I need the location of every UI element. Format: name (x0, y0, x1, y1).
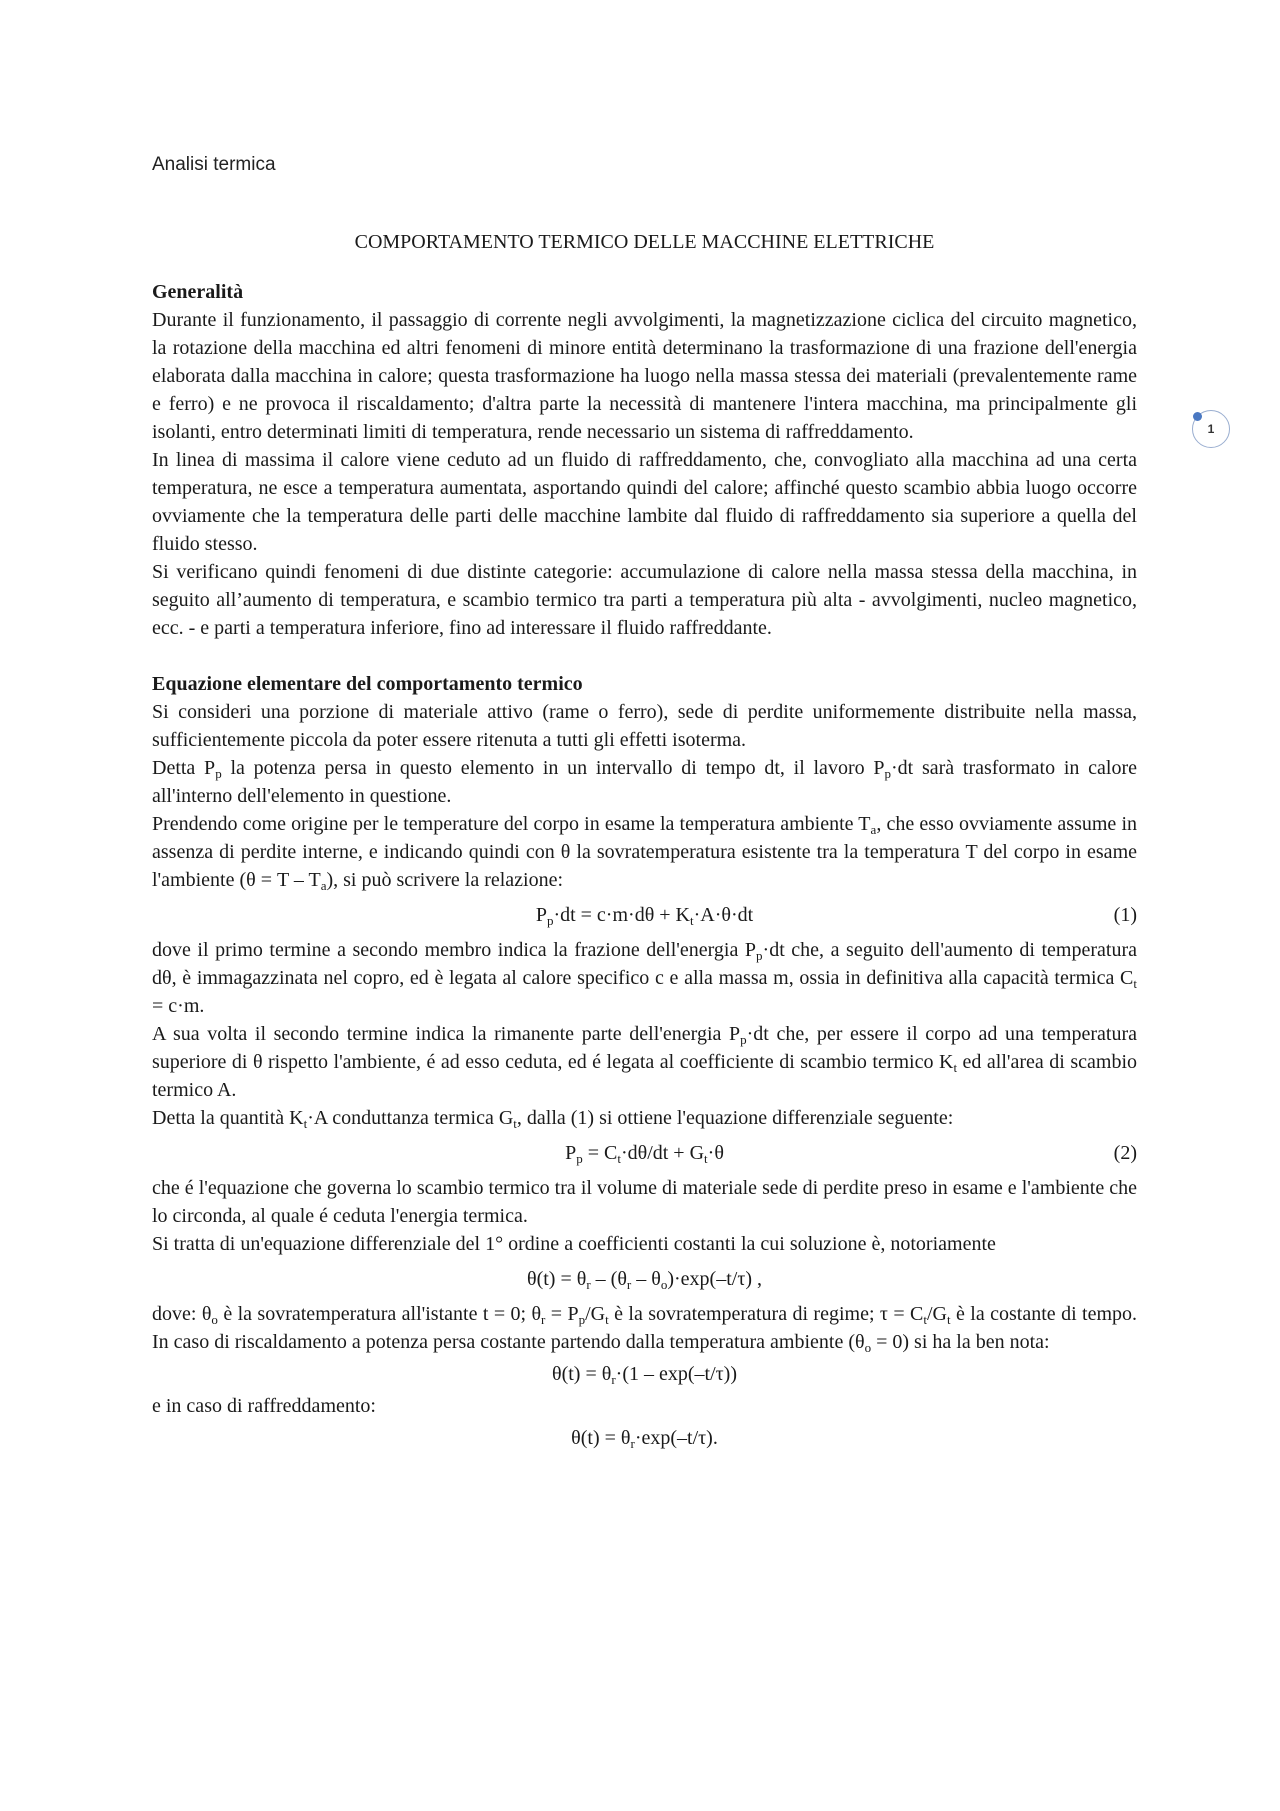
paragraph: Detta $P_p$ la potenza persa in questo elemento in un intervallo di tempo dt, il lavoro $P_p\cdot dt$ sarà trasformato in calore all'interno dell'elemento in questione. (152, 757, 1137, 807)
paragraph: A sua volta il secondo termine indica la rimanente parte dell'energia $P_p\cdot dt$ che, per essere il corpo ad una temperatura superiore di θ rispetto l'ambiente, é ad esso ceduta, ed é legata al coefficiente di scambio termico $K_t$ ed all'area di scambio termico A. (152, 1023, 1137, 1101)
equation-3: $\theta(t) = \theta_r - (\theta_r - \theta_o)\cdot\exp(-t/\tau)$ , (526, 1268, 763, 1292)
equation-4: $\theta(t) = \theta_r\cdot(1 - \exp(-t/\tau))$ (552, 1363, 737, 1387)
paragraph: Si verificano quindi fenomeni di due distinte categorie: accumulazione di calore nella massa stessa della macchina, in seguito all’aumento di temperatura, e scambio termico tra parti a temperatura più alta - avvolgimenti, nucleo magnetico, ecc. - e parti a temperatura inferiore, fino ad interessare il fluido raffreddante. (152, 561, 1137, 639)
paragraph: Si consideri una porzione di materiale attivo (rame o ferro), sede di perdite uniformemente distribuite nella massa, sufficientemente piccola da poter essere ritenuta a tutti gli effetti isoterma. (152, 701, 1137, 751)
document-title: COMPORTAMENTO TERMICO DELLE MACCHINE ELETTRICHE (354, 231, 935, 253)
badge-dot-icon (1193, 412, 1202, 421)
equation-number: (1) (1113, 904, 1137, 926)
paragraph: che é l'equazione che governa lo scambio termico tra il volume di materiale sede di perdite preso in esame e l'ambiente che lo circonda, al quale é ceduta l'energia termica. (152, 1177, 1137, 1227)
page-number: 1 (1207, 422, 1215, 436)
equation-number: (2) (1113, 1142, 1137, 1164)
paragraph: Prendendo come origine per le temperature del corpo in esame la temperatura ambiente $T_a$, che esso ovviamente assume in assenza di perdite interne, e indicando quindi con θ la sovratemperatura esistente tra la temperatura T del corpo in esame l'ambiente $(\theta = T - T_a)$, si può scrivere la relazione: (152, 813, 1137, 893)
equation-2: $P_p = C_t\cdot d\theta/dt + G_t\cdot\theta$ (2) (152, 1139, 1137, 1167)
paragraph: Durante il funzionamento, il passaggio di corrente negli avvolgimenti, la magnetizzazione ciclica del circuito magnetico, la rotazione della macchina ed altri fenomeni di minore entità determinano la trasformazione di una frazione dell'energia elaborata dalla macchina in calore; questa trasformazione ha luogo nella massa stessa dei materiali (prevalentemente rame e ferro) e ne provoca il riscaldamento; d'altra parte la necessità di mantenere l'intera macchina, ma principalmente gli isolanti, entro determinati limiti di temperatura, rende necessario un sistema di raffreddamento. (152, 309, 1137, 443)
section-heading-generalita: Generalità (152, 281, 244, 303)
page-header: Analisi termica (152, 154, 276, 175)
paragraph: dove il primo termine a secondo membro indica la frazione dell'energia $P_p\cdot dt$ che, a seguito dell'aumento di temperatura dθ, è immagazzinata nel copro, ed è legata al calore specifico c e alla massa m, ossia in definitiva alla capacità termica $C_t = c\cdot m$. (152, 939, 1137, 1017)
document-body (152, 228, 1137, 1456)
paragraph: Si tratta di un'equazione differenziale del 1° ordine a coefficienti costanti la cui soluzione è, notoriamente (152, 1233, 996, 1255)
paragraph: dove: $\theta_o$ è la sovratemperatura all'istante t = 0; $\theta_r = P_p/G_t$ è la sovratemperatura di regime; $\tau = C_t/G_t$ è la costante di tempo. In caso di riscaldamento a potenza persa costante partendo dalla temperatura ambiente $(\theta_o = 0)$ si ha la ben nota: (152, 1303, 1138, 1355)
equation-5: $\theta(t) = \theta_r\cdot\exp(-t/\tau)$. (571, 1427, 718, 1451)
paragraph: e in caso di raffreddamento: (152, 1395, 376, 1417)
paragraph: In linea di massima il calore viene ceduto ad un fluido di raffreddamento, che, convogliato alla macchina ad una certa temperatura, ne esce a temperatura aumentata, asportando quindi del calore; affinché questo scambio abbia luogo occorre ovviamente che la temperatura delle parti delle macchine lambite dal fluido di raffreddamento sia superiore a quella del fluido stesso. (152, 449, 1137, 555)
paragraph: Detta la quantità $K_t\cdot A$ conduttanza termica $G_t$, dalla (1) si ottiene l'equazione differenziale seguente: (152, 1107, 954, 1131)
equation-1: $P_p\cdot dt = c\cdot m\cdot d\theta + K_t\cdot A\cdot\theta\cdot dt$ (1) (152, 901, 1137, 929)
section-heading-equazione: Equazione elementare del comportamento termico (152, 673, 583, 695)
page-number-badge (1192, 410, 1230, 448)
